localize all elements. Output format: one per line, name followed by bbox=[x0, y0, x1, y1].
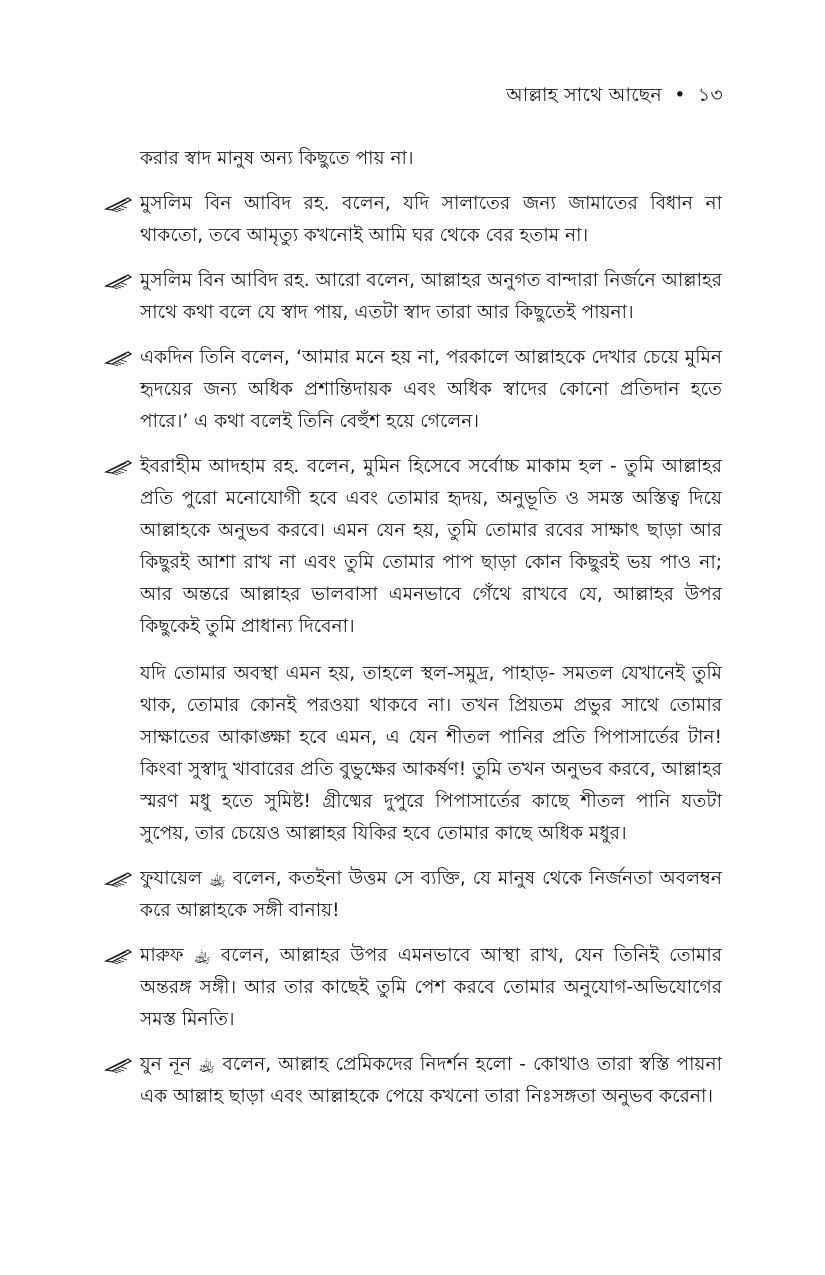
quote-text: মারুফ ﵀ বলেন, আল্লাহর উপর এমনভাবে আস্থা রাখ, যেন তিনিই তোমার অন্তরঙ্গ সঙ্গী। আর তার কাছেই তুমি পেশ করবে তোমার অনুযোগ-অভিযোগের সমস্ত মিনতি। bbox=[140, 945, 722, 1030]
quill-bullet-icon bbox=[104, 265, 140, 297]
quote-item bbox=[104, 863, 722, 927]
quote-item bbox=[104, 188, 722, 252]
quote-item bbox=[104, 1049, 722, 1113]
quill-bullet-icon bbox=[104, 863, 140, 895]
quill-bullet-icon bbox=[104, 451, 140, 483]
quote-text: একদিন তিনি বলেন, ‘আমার মনে হয় না, পরকালে আল্লাহকে দেখার চেয়ে মুমিন হৃদয়ের জন্য অধিক প্রশান্তিদায়ক এবং অধিক স্বাদের কোনো প্রতিদান হতে পারে।’ এ কথা বলেই তিনি বেহুঁশ হয়ে গেলেন। bbox=[140, 347, 722, 432]
quill-bullet-icon bbox=[104, 1049, 140, 1081]
quote-item bbox=[104, 342, 722, 438]
running-title: আল্লাহ সাথে আছেন bbox=[506, 84, 662, 106]
quill-bullet-icon bbox=[104, 342, 140, 374]
quote-text: মুসলিম বিন আবিদ রহ. বলেন, যদি সালাতের জন্য জামাতের বিধান না থাকতো, তবে আমৃত্যু কখনোই আমি ঘর থেকে বের হতাম না। bbox=[140, 193, 722, 246]
quote-item bbox=[104, 265, 722, 329]
quill-bullet-icon bbox=[104, 940, 140, 972]
page-body bbox=[104, 143, 722, 1113]
quote-text: যুন নূন ﵀ বলেন, আল্লাহ প্রেমিকদের নিদর্শন হলো - কোথাও তারা স্বস্তি পায়না এক আল্লাহ ছাড়া এবং আল্লাহকে পেয়ে কখনো তারা নিঃসঙ্গতা অনুভব করেনা। bbox=[140, 1054, 722, 1107]
running-header bbox=[506, 80, 723, 110]
quote-text: ফুযায়েল ﵀ বলেন, কতইনা উত্তম সে ব্যক্তি, যে মানুষ থেকে নির্জনতা অবলম্বন করে আল্লাহকে সঙ্গী বানায়! bbox=[140, 868, 722, 921]
quill-bullet-icon bbox=[104, 188, 140, 220]
quote-item bbox=[104, 451, 722, 643]
quote-item bbox=[104, 940, 722, 1036]
header-separator: • bbox=[674, 84, 686, 106]
quote-text: মুসলিম বিন আবিদ রহ. আরো বলেন, আল্লাহর অনুগত বান্দারা নির্জনে আল্লাহর সাথে কথা বলে যে স্বাদ পায়, এতটা স্বাদ তারা আর কিছুতেই পায়না। bbox=[140, 270, 722, 323]
continuation-text: করার স্বাদ মানুষ অন্য কিছুতে পায় না। bbox=[140, 148, 414, 169]
page-number: ১৩ bbox=[697, 84, 723, 106]
quote-text: ইবরাহীম আদহাম রহ. বলেন, মুমিন হিসেবে সর্বোচ্চ মাকাম হল - তুমি আল্লাহর প্রতি পুরো মনোযোগী হবে এবং তোমার হৃদয়, অনুভূতি ও সমস্ত অস্তিত্ব দিয়ে আল্লাহকে অনুভব করবে। এমন যেন হয়, তুমি তোমার রবের সাক্ষাৎ ছাড়া আর কিছুরই আশা রাখ না এবং তুমি তোমার পাপ ছাড়া কোন কিছুরই ভয় পাও না; আর অন্তরে আল্লাহর ভালবাসা এমনভাবে গেঁথে রাখবে যে, আল্লাহর উপর কিছুকেই তুমি প্রাধান্য দিবেনা। bbox=[140, 456, 722, 637]
body-paragraph: যদি তোমার অবস্থা এমন হয়, তাহলে স্থল-সমুদ্র, পাহাড়- সমতল যেখানেই তুমি থাক, তোমার কোনই পরওয়া থাকবে না। তখন প্রিয়তম প্রভুর সাথে তোমার সাক্ষাতের আকাঙ্ক্ষা হবে এমন, এ যেন শীতল পানির প্রতি পিপাসার্তের টান! কিংবা সুস্বাদু খাবারের প্রতি বুভুক্ষের আকর্ষণ! তুমি তখন অনুভব করবে, আল্লাহর স্মরণ মধু হতে সুমিষ্ট! গ্রীষ্মের দুপুরে পিপাসার্তের কাছে শীতল পানি যতটা সুপেয়, তার চেয়েও আল্লাহর যিকির হবে তোমার কাছে অধিক মধুর। bbox=[140, 663, 722, 844]
